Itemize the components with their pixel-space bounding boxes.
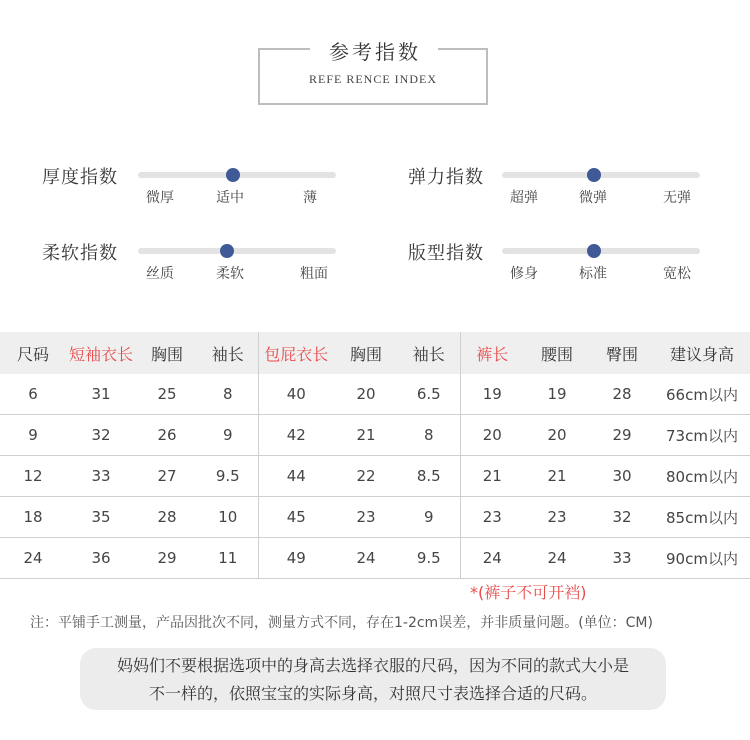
table-cell: 6 xyxy=(0,374,66,415)
table-header-row xyxy=(0,332,750,374)
table-row xyxy=(0,374,750,415)
table-cell: 9 xyxy=(198,415,258,456)
table-cell: 24 xyxy=(460,538,524,579)
measurement-note: 注：平铺手工测量，产品因批次不同，测量方式不同，存在1-2cm误差，并非质量问题。(单位：CM) xyxy=(30,615,653,631)
table-cell: 45 xyxy=(258,497,334,538)
advice-bubble xyxy=(80,648,666,710)
pants-note: *(裤子不可开裆) xyxy=(470,583,587,602)
fit-option: 修身 xyxy=(510,266,538,282)
table-cell: 21 xyxy=(334,415,398,456)
header-pants-length: 裤长 xyxy=(460,332,524,374)
table-cell: 90cm以内 xyxy=(654,538,750,579)
thickness-option: 微厚 xyxy=(146,190,174,206)
thickness-option: 适中 xyxy=(216,190,244,206)
advice-line: 妈妈们不要根据选项中的身高去选择衣服的尺码，因为不同的款式大小是 xyxy=(116,656,629,675)
table-cell: 24 xyxy=(524,538,590,579)
table-cell: 28 xyxy=(136,497,198,538)
table-cell: 9.5 xyxy=(398,538,460,579)
table-cell: 32 xyxy=(66,415,136,456)
table-cell: 24 xyxy=(0,538,66,579)
table-row xyxy=(0,497,750,538)
table-cell: 44 xyxy=(258,456,334,497)
table-cell: 24 xyxy=(334,538,398,579)
table-cell: 26 xyxy=(136,415,198,456)
table-cell: 66cm以内 xyxy=(654,374,750,415)
table-cell: 73cm以内 xyxy=(654,415,750,456)
elasticity-index-track xyxy=(502,172,700,178)
header-suggested-height: 建议身高 xyxy=(654,332,750,374)
fit-option: 标准 xyxy=(579,266,607,282)
table-cell: 8 xyxy=(198,374,258,415)
table-cell: 22 xyxy=(334,456,398,497)
table-cell: 85cm以内 xyxy=(654,497,750,538)
table-cell: 29 xyxy=(136,538,198,579)
table-cell: 28 xyxy=(590,374,654,415)
table-cell: 9 xyxy=(398,497,460,538)
table-cell: 33 xyxy=(66,456,136,497)
size-table xyxy=(0,332,750,579)
table-cell: 19 xyxy=(460,374,524,415)
table-cell: 9.5 xyxy=(198,456,258,497)
table-cell: 20 xyxy=(334,374,398,415)
fit-option: 宽松 xyxy=(663,266,691,282)
thickness-option: 薄 xyxy=(303,190,317,206)
header-size: 尺码 xyxy=(0,332,66,374)
table-cell: 23 xyxy=(524,497,590,538)
header-short-sleeve-length: 短袖衣长 xyxy=(66,332,136,374)
header-chest: 胸围 xyxy=(334,332,398,374)
fit-index-track xyxy=(502,248,700,254)
table-cell: 36 xyxy=(66,538,136,579)
header-chest: 胸围 xyxy=(136,332,198,374)
elasticity-option: 无弹 xyxy=(663,190,691,206)
advice-line: 不一样的，依照宝宝的实际身高，对照尺寸表选择合适的尺码。 xyxy=(148,684,597,703)
header-bodysuit-length: 包屁衣长 xyxy=(258,332,334,374)
table-cell: 21 xyxy=(524,456,590,497)
table-row xyxy=(0,415,750,456)
softness-index-knob xyxy=(220,244,234,258)
table-cell: 32 xyxy=(590,497,654,538)
softness-index-label: 柔软指数 xyxy=(42,243,118,264)
table-cell: 29 xyxy=(590,415,654,456)
table-cell: 10 xyxy=(198,497,258,538)
table-cell: 20 xyxy=(524,415,590,456)
table-cell: 20 xyxy=(460,415,524,456)
table-cell: 19 xyxy=(524,374,590,415)
table-cell: 49 xyxy=(258,538,334,579)
elasticity-index-knob xyxy=(587,168,601,182)
table-cell: 23 xyxy=(460,497,524,538)
elasticity-option: 超弹 xyxy=(510,190,538,206)
table-cell: 30 xyxy=(590,456,654,497)
softness-option: 柔软 xyxy=(216,266,244,282)
table-cell: 42 xyxy=(258,415,334,456)
table-cell: 35 xyxy=(66,497,136,538)
table-cell: 8 xyxy=(398,415,460,456)
table-cell: 25 xyxy=(136,374,198,415)
elasticity-index-label: 弹力指数 xyxy=(408,167,484,188)
table-cell: 8.5 xyxy=(398,456,460,497)
table-cell: 33 xyxy=(590,538,654,579)
table-cell: 12 xyxy=(0,456,66,497)
table-row xyxy=(0,538,750,579)
softness-option: 丝质 xyxy=(146,266,174,282)
table-cell: 27 xyxy=(136,456,198,497)
header-hip: 臀围 xyxy=(590,332,654,374)
table-cell: 18 xyxy=(0,497,66,538)
thickness-index-knob xyxy=(226,168,240,182)
header-sleeve: 袖长 xyxy=(198,332,258,374)
table-cell: 21 xyxy=(460,456,524,497)
table-row xyxy=(0,456,750,497)
thickness-index-label: 厚度指数 xyxy=(42,167,118,188)
header-sleeve: 袖长 xyxy=(398,332,460,374)
table-cell: 6.5 xyxy=(398,374,460,415)
fit-index-label: 版型指数 xyxy=(408,243,484,264)
table-cell: 40 xyxy=(258,374,334,415)
fit-index-knob xyxy=(587,244,601,258)
table-cell: 11 xyxy=(198,538,258,579)
table-cell: 80cm以内 xyxy=(654,456,750,497)
elasticity-option: 微弹 xyxy=(579,190,607,206)
header-waist: 腰围 xyxy=(524,332,590,374)
table-cell: 31 xyxy=(66,374,136,415)
table-cell: 9 xyxy=(0,415,66,456)
softness-index-track xyxy=(138,248,336,254)
page-title: 参考指数 xyxy=(329,40,421,64)
page-subtitle: REFE RENCE INDEX xyxy=(309,72,437,86)
softness-option: 粗面 xyxy=(300,266,328,282)
table-cell: 23 xyxy=(334,497,398,538)
